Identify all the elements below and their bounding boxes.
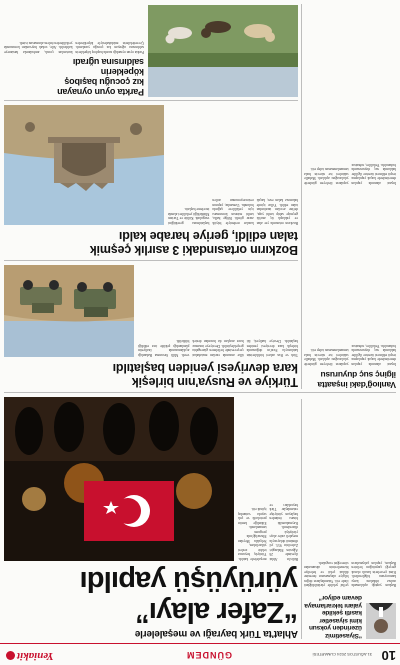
fourth-story <box>4 229 298 257</box>
issue-date: 31 AĞUSTOS 2024 CUMARTESİ <box>312 652 372 657</box>
ruined-fountain-photo-icon <box>4 105 164 225</box>
fifth-headline-line2: kız çocuğu başıboş <box>64 77 144 87</box>
fourth-story-body: Bozkırın ortasında yer alan ve yaklaşık üç asırlık geçmişe sahip tarihi yapı, define avcıları tarafından talan edildi. Yıllar içinde bakımsız kalan eser, kaçak kazılar nedeniyle büyük zarar gördü. Bölge halkı, tarihi mirasın korunması için yetkililere çağrıda bulundu. Uzmanlar, yapının restorasyonunun acilen başlatılması gerektiğini vurguladı. Kültür ve Turizm Müdürlüğü yetkilileri alanda inceleme başlattı. <box>168 198 298 225</box>
third-headline-line1: Vanlıoğ'daki inşaatta <box>317 380 396 390</box>
fifth-story-body: Parkta oyun oynadığı sırada başıboş köpeklerin saldırısına uğrayan kız çocuğu yaralandı. Çevredekilerin müdahalesiyle köpeklerden kurtarılan çocuk, ambulansla hastaneye kaldırıldı. Aile, sokak hayvanları konusunda yetkililerden önlem alınmasını istedi. <box>4 41 144 54</box>
lead-story-body: Bitlis'in Ahlat ilçesinde 26 Ağustos Malazgirt Zaferi'nin 953. yıl dönümü dolayısıyla meşaleli zafer alayı yürüyüşü düzenlendi. Kaymakamlık binası önünden başlayan yürüyüşe vatandaşlar Türk bayrakları ve meşalelerle katıldı. Yürüyüş boyunca tekbir sesleri yükselirken, Selçuklu Meydan Mezarlığı'nda program tamamlandı. Etkinliğe kentin protokolü ve çok sayıda vatandaş iştirak etti. <box>238 503 298 561</box>
masthead <box>0 643 400 665</box>
fifth-story <box>4 9 144 97</box>
torch-march-photo-icon <box>4 397 234 561</box>
person-portrait-icon <box>366 603 396 639</box>
third-story-continued: İnşaat alanında yapılan denetimlerde kaçak yapılaşma tespit edilmesi üzerine ilgililer hakkında suç duyurusunda bulunuldu. Yetkililer, ruhsatsız yapıların ilerleyen günlerde yıkılacağını açıkladı. Mahalle sakinleri ise sürecin hızla tamamlanmasını talep etti. <box>304 163 396 185</box>
side-column-headline: “Siyasetimiz üzerinden yoksun kimi siyasetler kasıtlı şekilde yalanı tekrarlamaya devam ediyor” <box>304 594 362 639</box>
fifth-headline-line1: Parkta oyun oynayan <box>57 87 144 97</box>
column-divider <box>301 399 302 639</box>
side-column <box>304 399 396 639</box>
second-headline-line2: kara devriyesi yeniden başlatıldı <box>112 361 298 375</box>
fourth-headline-line2: talan edildi, geriye harabe kaldı <box>119 229 298 243</box>
section-divider <box>4 392 396 393</box>
section-divider <box>4 260 298 261</box>
lead-headline-line3: yürüyüşü yapıldı <box>80 565 298 597</box>
third-headline-line2: ilginç suç duyurusu <box>320 370 396 381</box>
fifth-headline-line4: saldırısına uğradı <box>73 57 144 67</box>
logo-text: Yeniakit <box>17 650 54 662</box>
second-headline-line1: Türkiye ve Rusya'nın birleşik <box>132 375 298 389</box>
stray-dogs-photo-icon <box>148 5 298 97</box>
lead-headline-line1: Ahlat'ta Türk bayrağı ve meşalelerle <box>134 628 298 639</box>
section-title: GÜNDEM <box>186 650 232 660</box>
side-column-body: Başkan yaptığı açıklamada asılsız iddialara karşı kamuoyunu bilgilendirdi. Kimi çevrelerin kasıtlı olarak gerçeği çarpıttığını belirten Başkan, yapılan çalışmaların şeffaf şekilde yürütüldüğünü ifade etti. Vatandaşların doğru bilgiye ulaşmasının önemine dikkat çekti ve belediye hizmetlerinin aksamadan süreceğini vurguladı. <box>304 560 396 588</box>
lead-story <box>4 565 298 639</box>
lead-headline-line2: “Zafer alayı” <box>135 596 298 628</box>
section-divider <box>4 100 298 101</box>
patrol-vehicles-photo-icon <box>4 265 134 357</box>
logo-mark-icon <box>6 651 15 660</box>
second-story-body: Türk ve Rus askeri birliklerinin katılımıyla Fırat'ın doğusunda birleşik kara devriyesi yeniden başlatıldı. Devriye faaliyeti, iki ülke arasında varılan mutabakat çerçevesinde belirlenen güzergahta gerçekleştirildi. Devriyeye insansız hava araçları da havadan destek verdi. Milli Savunma Bakanlığı açıklamasında faaliyetin planlandığı şekilde icra edildiği bildirildi. <box>138 339 298 357</box>
fifth-headline-line3: köpeklerin <box>100 67 144 77</box>
fourth-headline-line1: Bozkırın ortasındaki 3 asırlık çeşmik <box>90 243 298 257</box>
page-number: 10 <box>381 648 396 663</box>
third-story <box>304 189 396 389</box>
newspaper-logo <box>6 650 54 662</box>
column-divider <box>301 4 302 389</box>
second-story <box>4 361 298 389</box>
third-story-body: İnşaat alanında yapılan denetimlerde kaçak yapılaşma tespit edilmesi üzerine ilgililer hakkında suç duyurusunda bulunuldu. Yetkililer, ruhsatsız yapıların ilerleyen günlerde yıkılacağını açıkladı. Mahalle sakinleri ise sürecin hızla tamamlanmasını talep etti. <box>304 343 396 366</box>
